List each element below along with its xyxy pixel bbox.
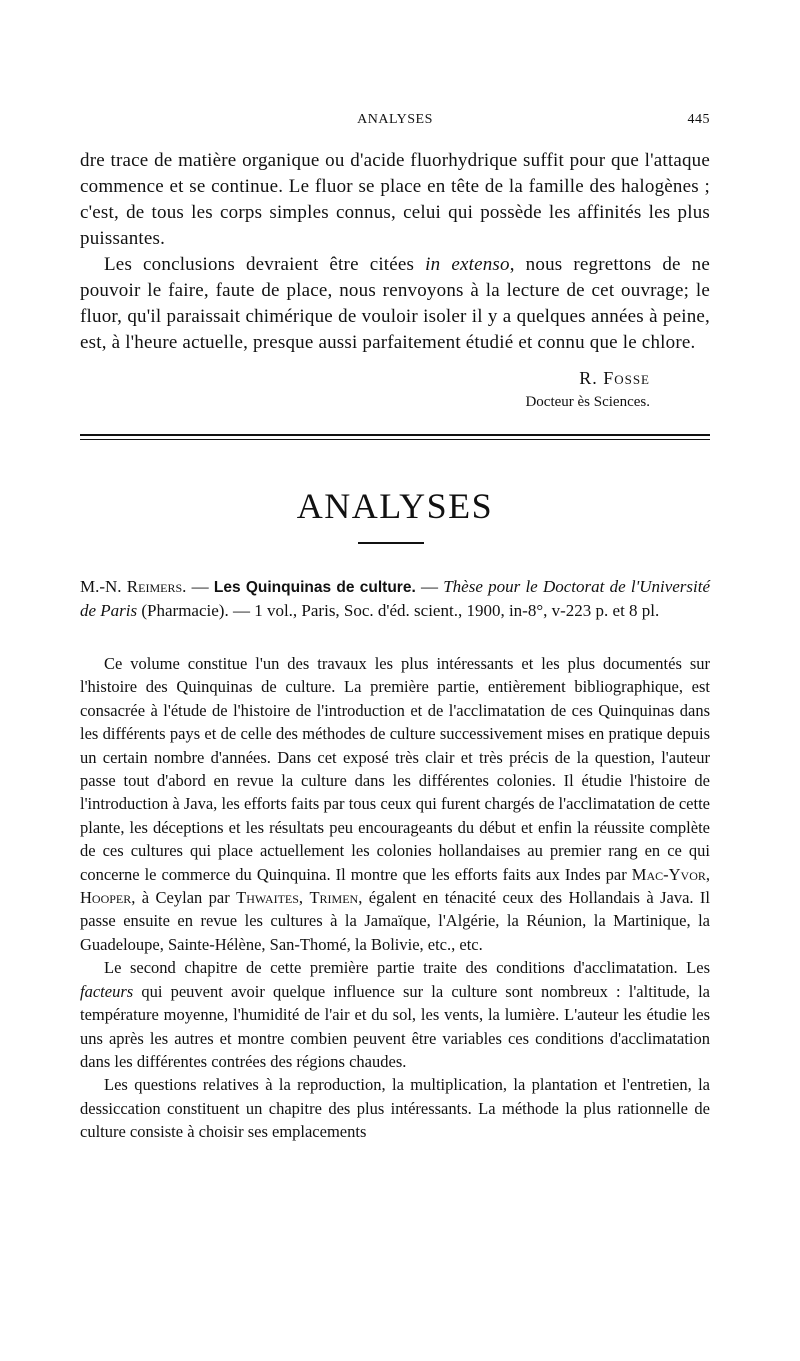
running-header: [80, 112, 710, 132]
paragraph-text: , égalent en ténacité ceux des Hollandais à Java. Il passe ensuite en revue les cultures à la Jamaïque, l'Algérie, la Réunion, la Martinique, la Guadeloupe, Sainte-Hélène, San-Thomé, la Bolivie, etc., etc.: [80, 888, 711, 954]
person-name: Hooper: [80, 888, 132, 908]
separator: —: [415, 577, 444, 596]
paragraph: [80, 252, 710, 356]
person-name: Mac-Yvor: [631, 864, 706, 884]
divider-rule: [80, 434, 710, 436]
heading-underline: [358, 542, 424, 544]
paragraph-text: Le second chapitre de cette première partie traite des conditions d'acclimatation. Les: [104, 958, 710, 978]
separator: ,: [705, 864, 710, 884]
bibliographic-reference: [80, 575, 710, 622]
reference-details: (Pharmacie). — 1 vol., Paris, Soc. d'éd. scient., 1900, in-8°, v-223 p. et 8 pl.: [137, 601, 660, 620]
review-body: [80, 652, 710, 1144]
paragraph-text: Les conclusions devraient être citées: [104, 254, 426, 275]
paragraph-text: , nous regrettons de ne pouvoir le faire, faute de place, nous renvoyons à la lecture de cet ouvrage; le fluor, qu'il paraissait chimérique de vouloir isoler il y a quelques années à peine, est, à l'heure actuelle, presque aussi parfaitement étudié et connu que le chlore.: [80, 254, 710, 353]
italic-text: facteurs: [80, 981, 134, 1001]
reference-thesis: Thèse pour le Doctorat de l'Université de Paris: [80, 577, 711, 620]
paragraph: [80, 652, 710, 956]
running-title: ANALYSES: [357, 112, 433, 127]
reference-author: M.-N. Reimers.: [80, 577, 187, 596]
paragraph-text: qui peuvent avoir quelque influence sur la culture sont nombreux : l'altitude, la température moyenne, l'humidité de l'air et du sol, les vents, la lumière. L'auteur les étudie les uns après les autres et montre combien peuvent être variables ces conditions d'acclimatation dans les différentes contrées des régions chaudes.: [80, 981, 710, 1071]
paragraph: [80, 956, 710, 1073]
section-heading: ANALYSES: [296, 486, 494, 526]
author-name: R. Fosse: [579, 368, 650, 388]
reference-title: Les Quinquinas de culture.: [213, 579, 416, 596]
person-name: Trimen: [309, 888, 359, 908]
signature-block: [80, 366, 650, 414]
paragraph-text: Les questions relatives à la reproduction, la multiplication, la plantation et l'entretien, la dessiccation constituent un chapitre des plus intéressants. La méthode la plus rationnelle de culture consiste à choisir ses emplacements: [80, 1075, 710, 1142]
separator: ,: [298, 888, 310, 908]
page-number: 445: [687, 112, 710, 127]
paragraph-text: Ce volume constitue l'un des travaux les plus intéressants et les plus documentés sur l'histoire des Quinquinas de culture. La première partie, entièrement bibliographique, est consacrée à l'étude de l'histoire de l'introduction et de l'acclimatation de ces Quinquinas dans les différents pays et de celle des méthodes de culture successivement mises en pratique depuis un certain nombre d'années. Dans cet exposé très clair et très précis de la question, l'auteur passe tout d'abord en revue la culture dans les différentes colonies. Il étudie l'histoire de l'introduction à Java, les efforts faits par tous ceux qui furent chargés de l'acclimatation de cette plante, les déceptions et les résultats peu encourageants du début et enfin la réussite complète de ces cultures qui place actuellement les colonies hollandaises au premier rang en ce qui concerne le commerce du Quinquina. Il montre que les efforts faits aux Indes par: [80, 654, 710, 884]
author-title: Docteur ès Sciences.: [525, 394, 650, 410]
previous-article-ending: [80, 148, 710, 356]
italic-text: in extenso: [425, 254, 510, 275]
paragraph-text: dre trace de matière organique ou d'acide fluorhydrique suffit pour que l'attaque commence et se continue. Le fluor se place en tête de la famille des halogènes ; c'est, de tous les corps simples connus, celui qui possède les affinités les plus puissantes.: [80, 150, 710, 249]
paragraph: [80, 1073, 710, 1143]
person-name: Thwaites: [236, 888, 299, 908]
separator: —: [186, 577, 214, 596]
divider-rule: [80, 439, 710, 440]
paragraph-text: , à Ceylan par: [131, 888, 237, 908]
paragraph: [80, 148, 710, 252]
